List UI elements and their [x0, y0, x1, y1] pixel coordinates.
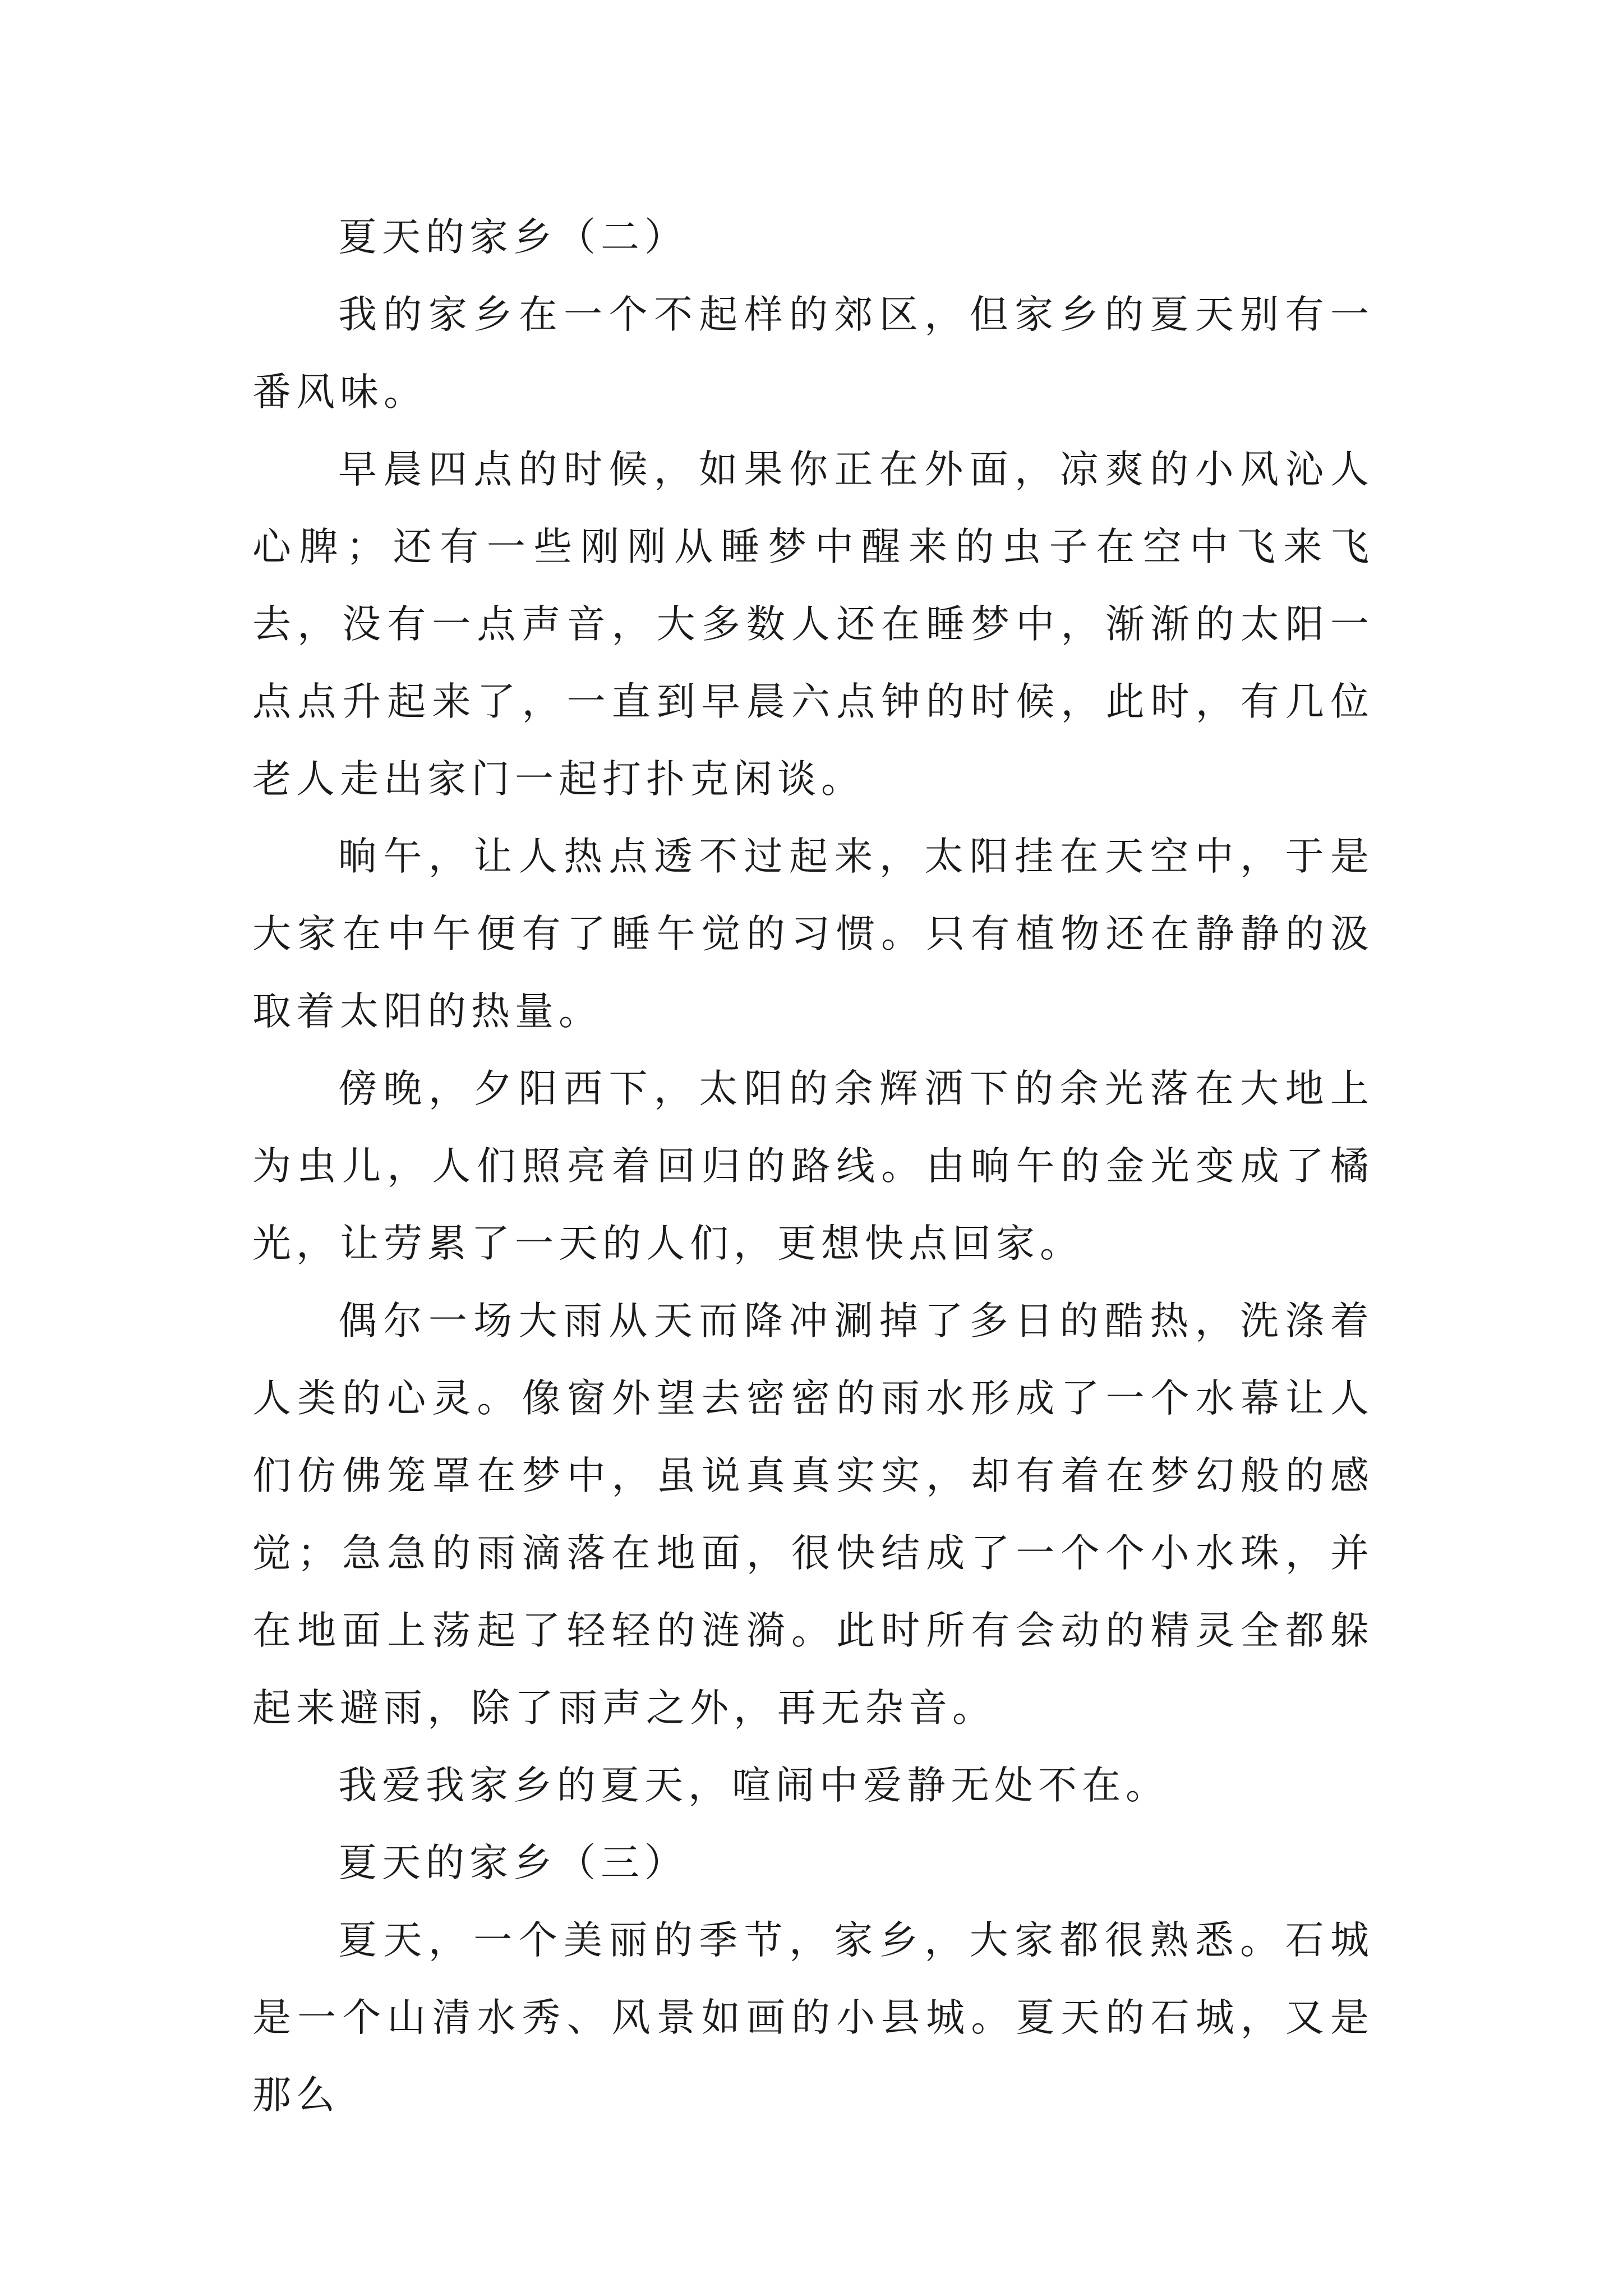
paragraph: 晌午，让人热点透不过起来，太阳挂在天空中，于是大家在中午便有了睡午觉的习惯。只有植物还在静静的汲取着太阳的热量。 [252, 834, 1374, 1034]
paragraph: 傍晚，夕阳西下，太阳的余辉洒下的余光落在大地上为虫儿，人们照亮着回归的路线。由晌午的金光变成了橘光，让劳累了一天的人们，更想快点回家。 [252, 1066, 1374, 1266]
section-title-2: 夏天的家乡（二） [338, 215, 688, 260]
paragraph: 我爱我家乡的夏天，喧闹中爱静无处不在。 [338, 1763, 1169, 1808]
section-title-3: 夏天的家乡（三） [338, 1841, 688, 1885]
paragraph: 偶尔一场大雨从天而降冲涮掉了多日的酷热，洗涤着人类的心灵。像窗外望去密密的雨水形成了一个水幕让人们仿佛笼罩在梦中，虽说真真实实，却有着在梦幻般的感觉；急急的雨滴落在地面，很快结成了一个个小水珠，并在地面上荡起了轻轻的涟漪。此时所有会动的精灵全都躲起来避雨，除了雨声之外，再无杂音。 [252, 1299, 1374, 1731]
paragraph: 早晨四点的时候，如果你正在外面，凉爽的小风沁人心脾；还有一些刚刚从睡梦中醒来的虫子在空中飞来飞去，没有一点声音，大多数人还在睡梦中，渐渐的太阳一点点升起来了，一直到早晨六点钟的时候，此时，有几位老人走出家门一起打扑克闲谈。 [252, 447, 1374, 802]
paragraph: 我的家乡在一个不起样的郊区，但家乡的夏天别有一番风味。 [252, 292, 1374, 415]
document-page [252, 199, 1374, 2134]
paragraph: 夏天，一个美丽的季节，家乡，大家都很熟悉。石城是一个山清水秀、风景如画的小县城。夏天的石城，又是那么 [252, 1918, 1374, 2118]
